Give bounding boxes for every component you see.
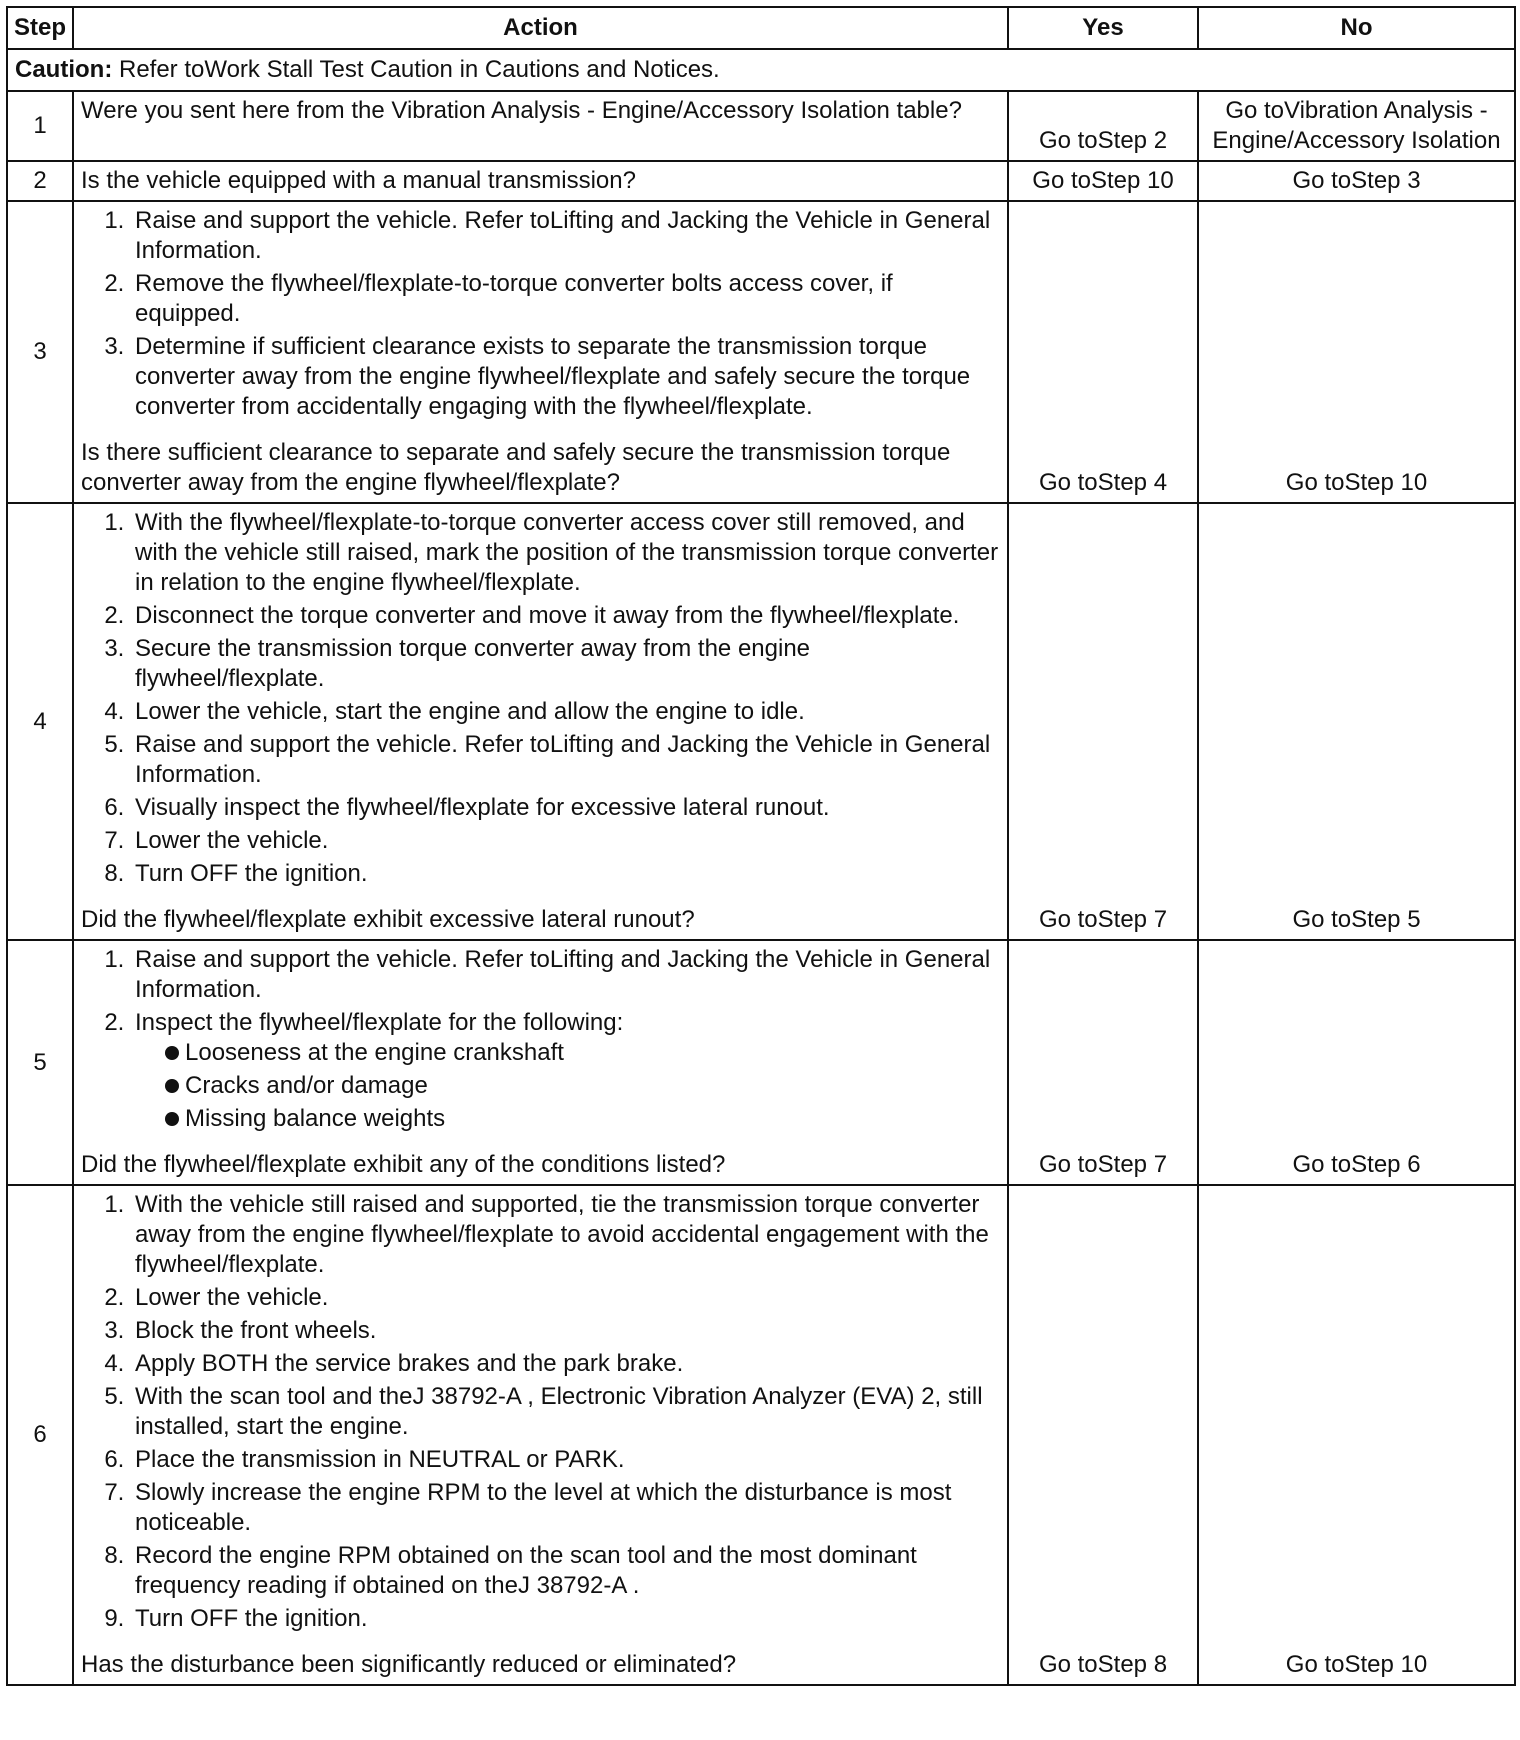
condition-text: Looseness at the engine crankshaft [185,1039,564,1066]
step-number: 6 [7,1185,73,1685]
condition-item [165,1104,1000,1134]
step-number: 3 [7,201,73,503]
table-row [7,91,1515,161]
no-result: Go toStep 10 [1198,1185,1515,1685]
action-step-text: Inspect the flywheel/flexplate for the following: [135,1009,624,1036]
action-step-text: Raise and support the vehicle. Refer toLifting and Jacking the Vehicle in General Information. [135,207,991,264]
yes-result: Go toStep 8 [1008,1185,1198,1685]
no-result: Go toVibration Analysis - Engine/Accessory Isolation [1198,91,1515,161]
condition-item [165,1038,1000,1068]
step-question: Were you sent here from the Vibration Analysis - Engine/Accessory Isolation table? [81,97,962,124]
action-step-item [131,332,1000,422]
header-action: Action [73,7,1008,49]
step-number: 4 [7,503,73,940]
action-cell [73,940,1008,1185]
action-step-item [131,826,1000,856]
yes-result: Go toStep 7 [1008,503,1198,940]
action-cell [73,161,1008,201]
action-step-text: Visually inspect the flywheel/flexplate for excessive lateral runout. [135,794,830,821]
no-result: Go toStep 6 [1198,940,1515,1185]
action-step-text: Slowly increase the engine RPM to the level at which the disturbance is most noticeable. [135,1479,952,1536]
step-question: Did the flywheel/flexplate exhibit excessive lateral runout? [81,906,695,933]
action-step-item [131,1349,1000,1379]
table-row [7,1185,1515,1685]
header-no: No [1198,7,1515,49]
action-steps-list [81,508,1000,889]
action-step-item [131,1382,1000,1442]
action-step-item [131,601,1000,631]
action-step-text: Disconnect the torque converter and move it away from the flywheel/flexplate. [135,602,960,629]
action-step-item [131,945,1000,1005]
action-step-item [131,1283,1000,1313]
action-step-text: Place the transmission in NEUTRAL or PARK. [135,1446,625,1473]
diagnostic-table [6,6,1516,1686]
action-step-text: Lower the vehicle. [135,1284,329,1311]
step-question: Is there sufficient clearance to separate and safely secure the transmission torque converter away from the engine flywheel/flexplate? [81,439,951,496]
action-step-item [131,1604,1000,1634]
action-step-text: With the flywheel/flexplate-to-torque converter access cover still removed, and with the vehicle still raised, mark the position of the transmission torque converter in relation to the engine flywheel/flexplate. [135,509,999,596]
caution-text: Refer toWork Stall Test Caution in Cautions and Notices. [112,56,720,83]
step-number: 5 [7,940,73,1185]
bullet-icon [165,1046,179,1060]
action-cell [73,201,1008,503]
condition-list [135,1038,1000,1134]
bullet-icon [165,1079,179,1093]
action-step-text: Block the front wheels. [135,1317,377,1344]
step-question: Did the flywheel/flexplate exhibit any of the conditions listed? [81,1151,726,1178]
action-step-item [131,1316,1000,1346]
action-cell [73,1185,1008,1685]
header-yes: Yes [1008,7,1198,49]
caution-row [7,49,1515,91]
yes-result: Go toStep 10 [1008,161,1198,201]
action-step-text: Lower the vehicle. [135,827,329,854]
step-question: Is the vehicle equipped with a manual transmission? [81,167,636,194]
action-step-text: Record the engine RPM obtained on the scan tool and the most dominant frequency reading if obtained on theJ 38792-A . [135,1542,917,1599]
action-step-text: Lower the vehicle, start the engine and allow the engine to idle. [135,698,805,725]
action-step-text: Turn OFF the ignition. [135,860,368,887]
yes-result: Go toStep 2 [1008,91,1198,161]
action-step-item [131,793,1000,823]
action-steps-list [81,206,1000,422]
action-step-text: Raise and support the vehicle. Refer toLifting and Jacking the Vehicle in General Information. [135,946,991,1003]
action-step-text: With the scan tool and theJ 38792-A , Electronic Vibration Analyzer (EVA) 2, still installed, start the engine. [135,1383,983,1440]
action-step-item [131,634,1000,694]
condition-item [165,1071,1000,1101]
condition-text: Cracks and/or damage [185,1072,428,1099]
action-cell [73,503,1008,940]
yes-result: Go toStep 7 [1008,940,1198,1185]
table-row [7,161,1515,201]
action-step-text: Remove the flywheel/flexplate-to-torque converter bolts access cover, if equipped. [135,270,893,327]
yes-result: Go toStep 4 [1008,201,1198,503]
action-steps-list [81,945,1000,1134]
action-step-text: Raise and support the vehicle. Refer toLifting and Jacking the Vehicle in General Information. [135,731,991,788]
condition-text: Missing balance weights [185,1105,446,1132]
no-result: Go toStep 5 [1198,503,1515,940]
caution-cell [7,49,1515,91]
step-number: 2 [7,161,73,201]
header-row [7,7,1515,49]
step-question: Has the disturbance been significantly reduced or eliminated? [81,1651,737,1678]
action-step-item [131,1541,1000,1601]
caution-label: Caution: [15,56,113,83]
action-step-item [131,1445,1000,1475]
action-step-item [131,269,1000,329]
action-step-item [131,1008,1000,1134]
action-step-item [131,1190,1000,1280]
action-step-text: Apply BOTH the service brakes and the park brake. [135,1350,684,1377]
action-step-item [131,730,1000,790]
action-step-item [131,1478,1000,1538]
action-step-item [131,697,1000,727]
bullet-icon [165,1112,179,1126]
table-row [7,940,1515,1185]
action-step-item [131,508,1000,598]
action-cell [73,91,1008,161]
no-result: Go toStep 3 [1198,161,1515,201]
action-step-text: Secure the transmission torque converter away from the engine flywheel/flexplate. [135,635,811,692]
action-step-item [131,206,1000,266]
action-step-item [131,859,1000,889]
table-row [7,503,1515,940]
action-step-text: Determine if sufficient clearance exists to separate the transmission torque converter away from the engine flywheel/flexplate and safely secure the torque converter from accidentally engaging with the flywheel/flexplate. [135,333,971,420]
action-step-text: Turn OFF the ignition. [135,1605,368,1632]
action-step-text: With the vehicle still raised and supported, tie the transmission torque converter away from the engine flywheel/flexplate to avoid accidental engagement with the flywheel/flexplate. [135,1191,989,1278]
table-row [7,201,1515,503]
action-steps-list [81,1190,1000,1634]
header-step: Step [7,7,73,49]
no-result: Go toStep 10 [1198,201,1515,503]
step-number: 1 [7,91,73,161]
table-body [7,49,1515,1685]
